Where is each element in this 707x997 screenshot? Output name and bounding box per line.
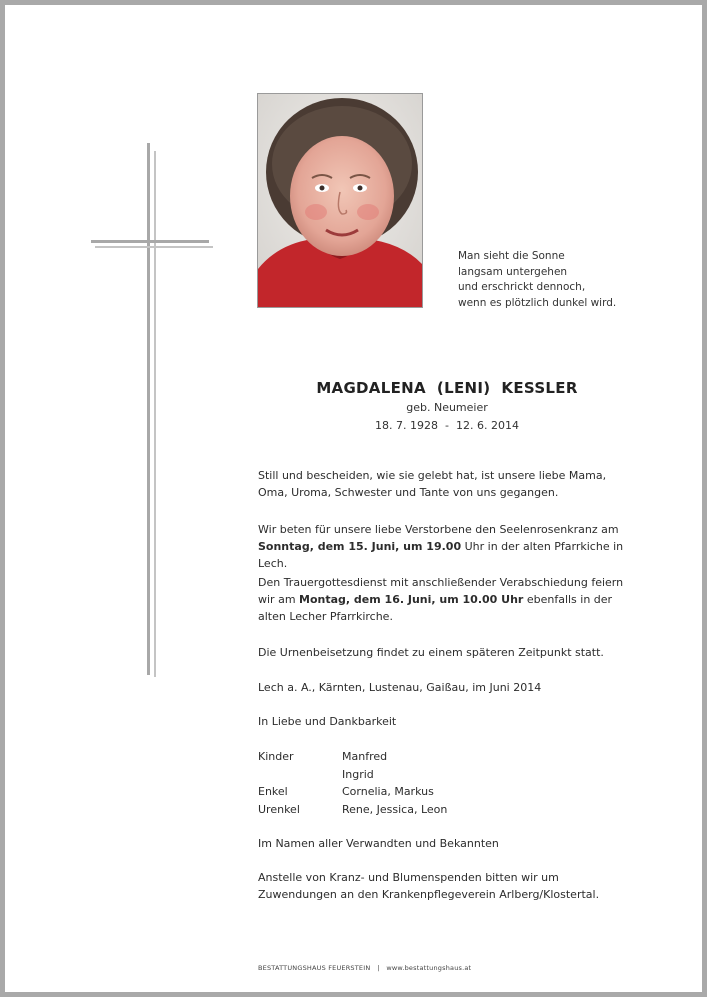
poem-line: langsam untergehen xyxy=(458,265,568,278)
paragraph-rosary xyxy=(258,521,638,572)
cross-vertical-shadow xyxy=(154,151,156,677)
paragraph-announcement: Still und bescheiden, wie sie gelebt hat, ist unsere liebe Mama, Oma, Uroma, Schwester und Tante von uns gegangen. xyxy=(258,469,607,499)
poem-line: Man sieht die Sonne xyxy=(458,250,565,262)
family-kinder-1: Manfred xyxy=(342,750,388,763)
cross-vertical-bar xyxy=(147,143,150,675)
rosary-rest: Uhr in der alten Pfarrkiche in Lech. xyxy=(258,540,624,570)
rosary-date: Sonntag, dem 15. Juni, um 19.00 xyxy=(258,540,462,553)
deceased-name: MAGDALENA (LENI) KESSLER xyxy=(316,379,578,397)
family-label-kinder: Kinder xyxy=(258,750,294,763)
cross-horizontal-shadow xyxy=(95,246,213,248)
family-label-enkel: Enkel xyxy=(258,785,288,798)
paragraph-funeral-service xyxy=(258,574,638,625)
life-dates: 18. 7. 1928 - 12. 6. 2014 xyxy=(375,419,519,432)
funeral-rest: ebenfalls in der alten Lecher Pfarrkirche. xyxy=(258,593,613,623)
footer-funeral-home: BESTATTUNGSHAUS FEUERSTEIN | www.bestattungshaus.at xyxy=(258,964,472,972)
funeral-intro: Den Trauergottesdienst mit anschließender Verabschiedung feiern wir am xyxy=(258,576,624,606)
paragraph-love: In Liebe und Dankbarkeit xyxy=(258,715,397,728)
family-urenkel: Rene, Jessica, Leon xyxy=(342,802,448,816)
family-enkel: Cornelia, Markus xyxy=(342,785,434,798)
family-kinder-2: Ingrid xyxy=(342,767,374,781)
poem-line: und erschrickt dennoch, xyxy=(458,281,586,293)
portrait-photo xyxy=(257,93,423,308)
paragraph-relatives: Im Namen aller Verwandten und Bekannten xyxy=(258,837,499,850)
birth-name: geb. Neumeier xyxy=(406,401,488,414)
paragraph-donations: Anstelle von Kranz- und Blumenspenden bitten wir um Zuwendungen an den Krankenpflegeverein Arlberg/Klostertal. xyxy=(258,871,600,901)
poem-line: wenn es plötzlich dunkel wird. xyxy=(458,296,617,309)
family-label-urenkel: Urenkel xyxy=(258,802,300,816)
paragraph-places-date: Lech a. A., Kärnten, Lustenau, Gaißau, im Juni 2014 xyxy=(258,681,542,694)
paragraph-urn: Die Urnenbeisetzung findet zu einem späteren Zeitpunkt statt. xyxy=(258,646,604,659)
rosary-intro: Wir beten für unsere liebe Verstorbene den Seelenrosenkranz am xyxy=(258,523,619,536)
cross-horizontal-bar xyxy=(91,240,209,243)
poem xyxy=(458,249,616,311)
funeral-date: Montag, dem 16. Juni, um 10.00 Uhr xyxy=(299,593,524,606)
